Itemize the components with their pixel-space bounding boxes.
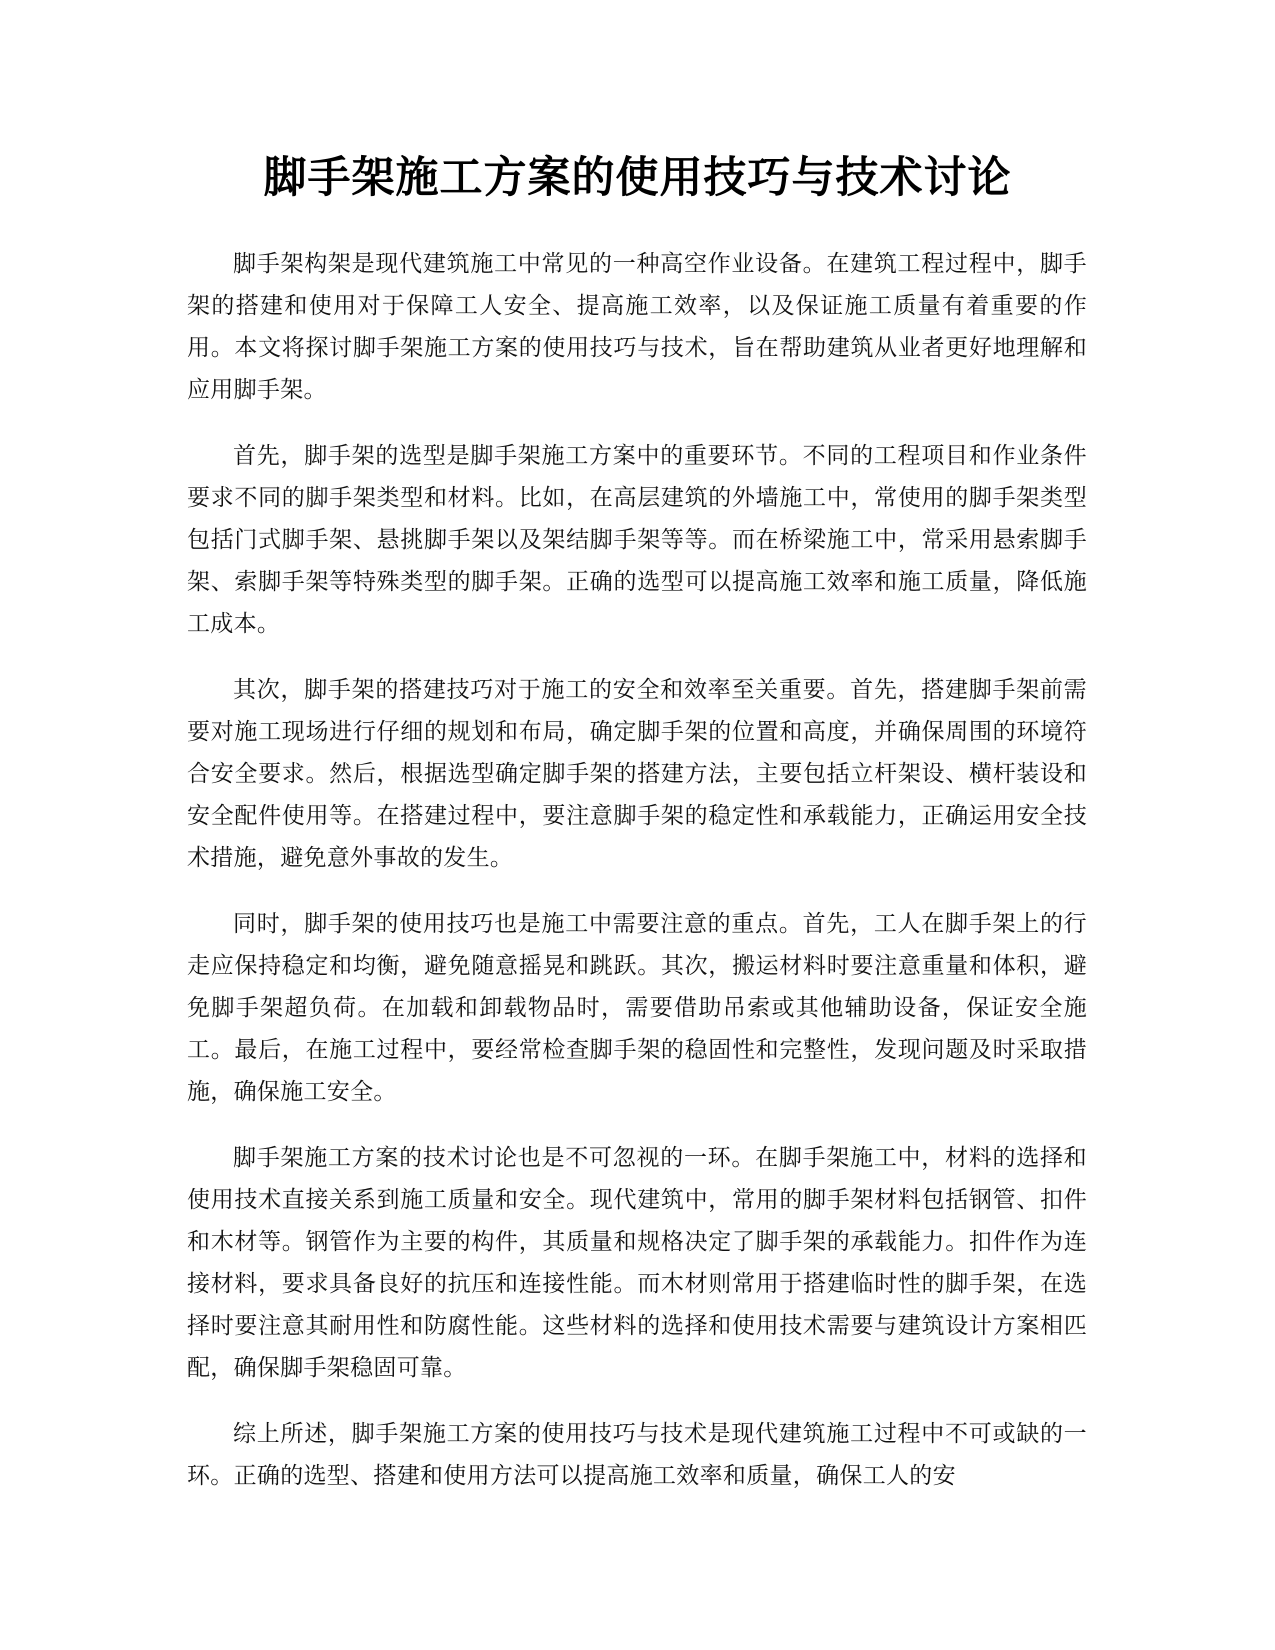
paragraph-1: 脚手架构架是现代建筑施工中常见的一种高空作业设备。在建筑工程过程中，脚手架的搭建和使用对于保障工人安全、提高施工效率，以及保证施工质量有着重要的作用。本文将探讨脚手架施工方案的使用技巧与技术，旨在帮助建筑从业者更好地理解和应用脚手架。 <box>187 251 1087 403</box>
paragraph-5: 脚手架施工方案的技术讨论也是不可忽视的一环。在脚手架施工中，材料的选择和使用技术直接关系到施工质量和安全。现代建筑中，常用的脚手架材料包括钢管、扣件和木材等。钢管作为主要的构件，其质量和规格决定了脚手架的承载能力。扣件作为连接材料，要求具备良好的抗压和连接性能。而木材则常用于搭建临时性的脚手架，在选择时要注意其耐用性和防腐性能。这些材料的选择和使用技术需要与建筑设计方案相匹配，确保脚手架稳固可靠。 <box>187 1145 1087 1381</box>
paragraph-3: 其次，脚手架的搭建技巧对于施工的安全和效率至关重要。首先，搭建脚手架前需要对施工现场进行仔细的规划和布局，确定脚手架的位置和高度，并确保周围的环境符合安全要求。然后，根据选型确定脚手架的搭建方法，主要包括立杆架设、横杆装设和安全配件使用等。在搭建过程中，要注意脚手架的稳定性和承载能力，正确运用安全技术措施，避免意外事故的发生。 <box>187 677 1087 871</box>
paragraph-6: 综上所述，脚手架施工方案的使用技巧与技术是现代建筑施工过程中不可或缺的一环。正确的选型、搭建和使用方法可以提高施工效率和质量，确保工人的安 <box>187 1421 1087 1489</box>
document-body <box>187 243 1087 1521</box>
document-title: 脚手架施工方案的使用技巧与技术讨论 <box>263 153 1012 203</box>
paragraph-2: 首先，脚手架的选型是脚手架施工方案中的重要环节。不同的工程项目和作业条件要求不同的脚手架类型和材料。比如，在高层建筑的外墙施工中，常使用的脚手架类型包括门式脚手架、悬挑脚手架以及架结脚手架等等。而在桥梁施工中，常采用悬索脚手架、索脚手架等特殊类型的脚手架。正确的选型可以提高施工效率和施工质量，降低施工成本。 <box>187 443 1087 637</box>
paragraph-4: 同时，脚手架的使用技巧也是施工中需要注意的重点。首先，工人在脚手架上的行走应保持稳定和均衡，避免随意摇晃和跳跃。其次，搬运材料时要注意重量和体积，避免脚手架超负荷。在加载和卸载物品时，需要借助吊索或其他辅助设备，保证安全施工。最后，在施工过程中，要经常检查脚手架的稳固性和完整性，发现问题及时采取措施，确保施工安全。 <box>187 911 1087 1105</box>
